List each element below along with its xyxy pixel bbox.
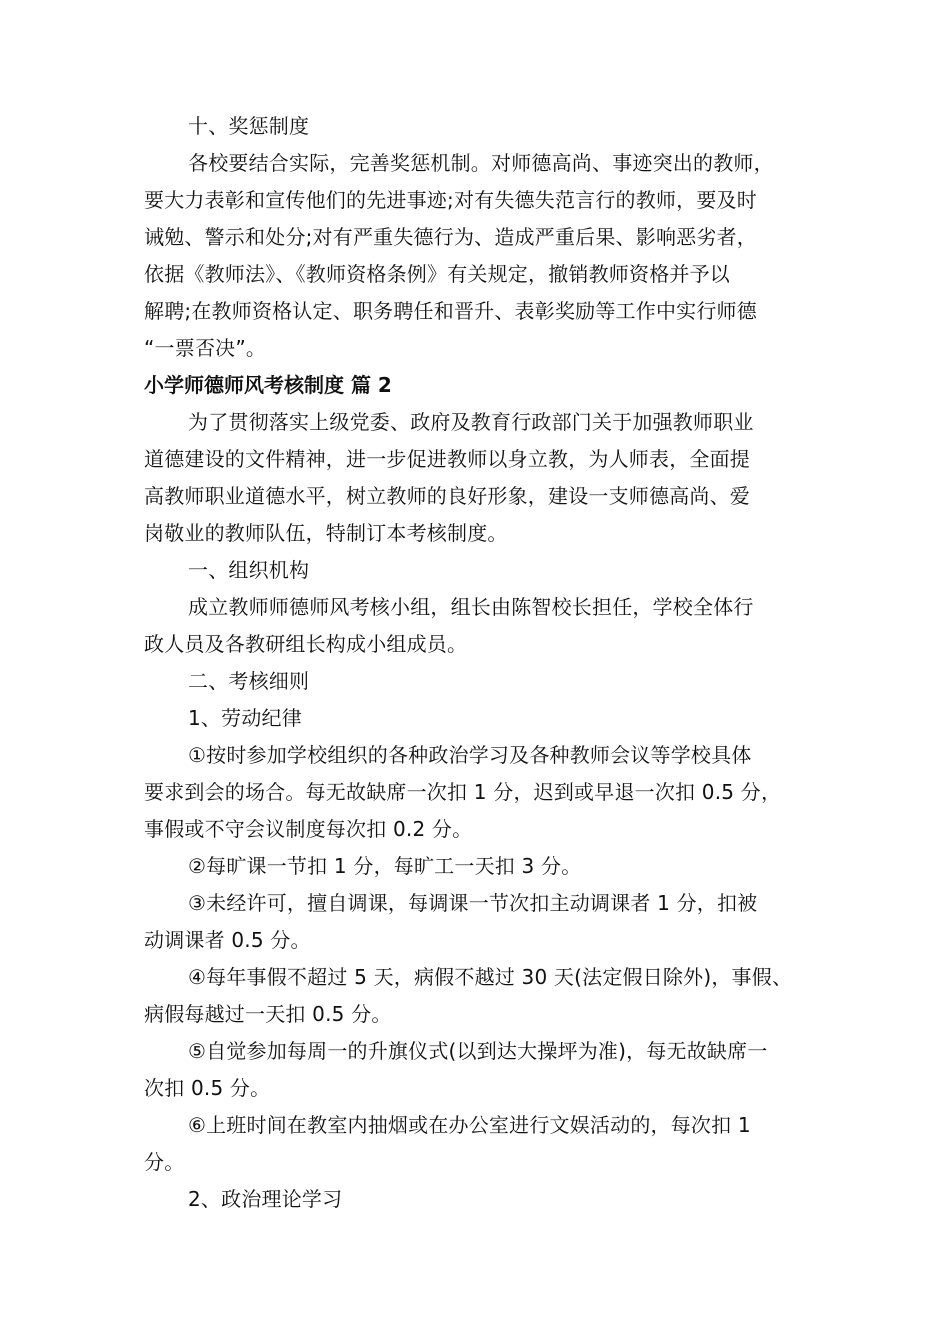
list-item-line: ②每旷课一节扣 1 分，每旷工一天扣 3 分。 [188,854,582,878]
paragraph-line: 高教师职业道德水平，树立教师的良好形象，建设一支师德高尚、爱 [144,484,750,508]
list-item-line: ①按时参加学校组织的各种政治学习及各种教师会议等学校具体 [188,743,752,767]
paragraph-line: 诫勉、警示和处分;对有严重失德行为、造成严重后果、影响恶劣者， [144,225,757,249]
paragraph-line: 岗敬业的教师队伍，特制订本考核制度。 [144,521,508,545]
paragraph-line: “一票否决”。 [144,336,267,360]
section-heading-rewards: 十、奖惩制度 [188,114,310,138]
list-item-line: 分。 [144,1150,185,1174]
paragraph-line: 成立教师师德师风考核小组，组长由陈智校长担任，学校全体行 [188,595,754,619]
subsection-heading-discipline: 1、劳动纪律 [188,706,302,730]
document-page [144,108,809,1218]
section-heading-rules: 二、考核细则 [188,669,310,693]
paragraph-line: 道德建设的文件精神，进一步促进教师以身立教，为人师表，全面提 [144,447,750,471]
list-item-line: 病假每越过一天扣 0.5 分。 [144,1002,392,1026]
paragraph-line: 为了贯彻落实上级党委、政府及教育行政部门关于加强教师职业 [188,410,754,434]
section-heading-organization: 一、组织机构 [188,558,310,582]
paragraph-line: 依据《教师法》、《教师资格条例》有关规定，撤销教师资格并予以 [144,262,730,286]
list-item-line: ④每年事假不超过 5 天，病假不越过 30 天(法定假日除外)，事假、 [188,965,793,989]
list-item-line: ⑥上班时间在教室内抽烟或在办公室进行文娱活动的，每次扣 1 [188,1113,751,1137]
list-item-line: 事假或不守会议制度每次扣 0.2 分。 [144,817,473,841]
list-item-line: ⑤自觉参加每周一的升旗仪式(以到达大操坪为准)，每无故缺席一 [188,1039,768,1063]
article-title: 小学师德师风考核制度 篇 2 [144,373,392,397]
subsection-heading-political-study: 2、政治理论学习 [188,1187,343,1211]
paragraph-line: 要大力表彰和宣传他们的先进事迹;对有失德失范言行的教师，要及时 [144,188,757,212]
paragraph-line: 政人员及各教研组长构成小组成员。 [144,632,468,656]
list-item-line: 次扣 0.5 分。 [144,1076,271,1100]
list-item-line: 要求到会的场合。每无故缺席一次扣 1 分，迟到或早退一次扣 0.5 分， [144,780,782,804]
list-item-line: ③未经许可，擅自调课，每调课一节次扣主动调课者 1 分，扣被 [188,891,758,915]
paragraph-line: 解聘;在教师资格认定、职务聘任和晋升、表彰奖励等工作中实行师德 [144,299,757,323]
paragraph-line: 各校要结合实际，完善奖惩机制。对师德高尚、事迹突出的教师， [188,151,774,175]
list-item-line: 动调课者 0.5 分。 [144,928,311,952]
